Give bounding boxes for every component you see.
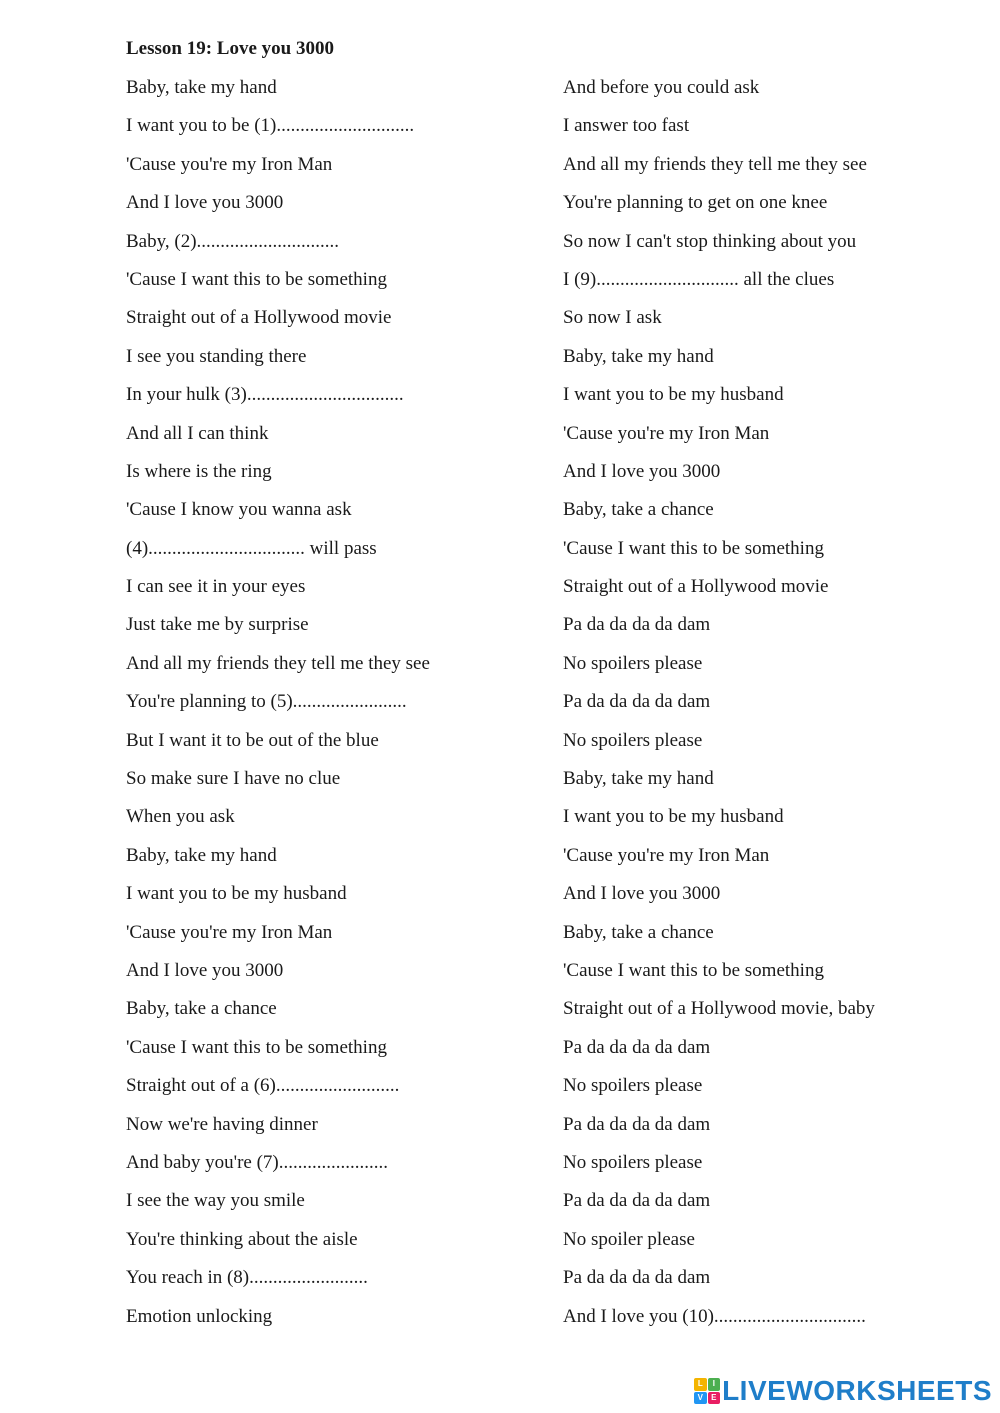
logo-text: LIVEWORKSHEETS <box>722 1375 992 1406</box>
lyric-line: 'Cause you're my Iron Man <box>563 844 770 866</box>
lyric-line: 'Cause I want this to be something <box>126 1036 387 1058</box>
lyric-line: I want you to be (1)............................. <box>126 115 415 137</box>
lyric-line: Pa da da da da dam <box>563 1267 711 1289</box>
lyric-line: Baby, take a chance <box>563 921 714 943</box>
lyric-line: I see you standing there <box>126 345 307 367</box>
lyric-line: So now I ask <box>563 307 662 329</box>
lyric-line: Pa da da da da dam <box>563 614 711 636</box>
lyric-line: And all I can think <box>126 422 269 444</box>
lyric-line: But I want it to be out of the blue <box>126 729 379 751</box>
lyric-line: So make sure I have no clue <box>126 768 341 790</box>
lyric-line: And I love you 3000 <box>126 959 284 981</box>
lyric-line: Straight out of a (6).......................... <box>126 1075 400 1097</box>
lyrics-right-column <box>563 76 983 1343</box>
lyric-line: 'Cause you're my Iron Man <box>126 921 333 943</box>
lyric-line: Straight out of a Hollywood movie <box>563 576 829 598</box>
lyric-line: 'Cause I want this to be something <box>563 537 824 559</box>
lyric-line: No spoilers please <box>563 652 703 674</box>
lyric-line: I answer too fast <box>563 115 690 137</box>
lyric-line: 'Cause you're my Iron Man <box>126 153 333 175</box>
lyric-line: And I love you 3000 <box>563 883 721 905</box>
lyric-line: No spoilers please <box>563 1151 703 1173</box>
lyric-line: So now I can't stop thinking about you <box>563 230 857 252</box>
lyric-line: I want you to be my husband <box>563 806 784 828</box>
page-title: Lesson 19: Love you 3000 <box>126 38 334 59</box>
lyric-line: I (9).............................. all the clues <box>563 268 835 290</box>
lyric-line: You're planning to (5)........................ <box>126 691 407 713</box>
lyric-line: Pa da da da da dam <box>563 1036 711 1058</box>
lyric-line: In your hulk (3)................................. <box>126 384 404 406</box>
lyric-line: Is where is the ring <box>126 460 272 482</box>
lyric-line: You're planning to get on one knee <box>563 192 828 214</box>
lyric-line: Pa da da da da dam <box>563 691 711 713</box>
lyric-line: Baby, take my hand <box>126 844 277 866</box>
lyric-line: Baby, take my hand <box>126 77 277 98</box>
lyric-line: Baby, take a chance <box>563 499 714 521</box>
lyric-line: And all my friends they tell me they see <box>126 652 430 674</box>
lyric-line: No spoilers please <box>563 729 703 751</box>
lyric-line: And I love you 3000 <box>563 460 721 482</box>
lyric-line: When you ask <box>126 806 235 828</box>
lyric-line: You're thinking about the aisle <box>126 1228 358 1250</box>
lyric-line: Now we're having dinner <box>126 1113 318 1135</box>
lyric-line: 'Cause I want this to be something <box>126 268 387 290</box>
lyric-line: And all my friends they tell me they see <box>563 153 867 175</box>
lyric-line: Straight out of a Hollywood movie, baby <box>563 998 875 1020</box>
lyric-line: 'Cause you're my Iron Man <box>563 422 770 444</box>
lyric-line: 'Cause I want this to be something <box>563 959 824 981</box>
lyric-line: And I love you 3000 <box>126 192 284 214</box>
lyric-line: (4)................................. will pass <box>126 537 377 559</box>
lyric-line: And I love you (10)................................ <box>563 1305 866 1327</box>
lyric-line: Baby, take my hand <box>563 768 714 790</box>
lyric-line: Pa da da da da dam <box>563 1113 711 1135</box>
lyric-line: No spoiler please <box>563 1228 695 1250</box>
lyric-line: You reach in (8)......................... <box>126 1267 368 1289</box>
lyrics-left-column <box>126 76 546 1343</box>
lyric-line: And baby you're (7)....................... <box>126 1151 388 1173</box>
lyric-line: 'Cause I know you wanna ask <box>126 499 352 521</box>
logo-mark-icon: L I V E <box>694 1378 720 1404</box>
lyric-line: I want you to be my husband <box>126 883 347 905</box>
lyric-line: I can see it in your eyes <box>126 576 306 598</box>
lyric-line: Straight out of a Hollywood movie <box>126 307 392 329</box>
lyric-line: And before you could ask <box>563 77 760 98</box>
lyric-line: Baby, (2).............................. <box>126 230 340 252</box>
lyric-line: No spoilers please <box>563 1075 703 1097</box>
lyric-line: Emotion unlocking <box>126 1305 273 1327</box>
lyric-line: I want you to be my husband <box>563 384 784 406</box>
lyric-line: I see the way you smile <box>126 1190 305 1212</box>
liveworksheets-logo[interactable] <box>694 1375 992 1407</box>
lyric-line: Just take me by surprise <box>126 614 309 636</box>
lyric-line: Pa da da da da dam <box>563 1190 711 1212</box>
lyric-line: Baby, take a chance <box>126 998 277 1020</box>
lyric-line: Baby, take my hand <box>563 345 714 367</box>
